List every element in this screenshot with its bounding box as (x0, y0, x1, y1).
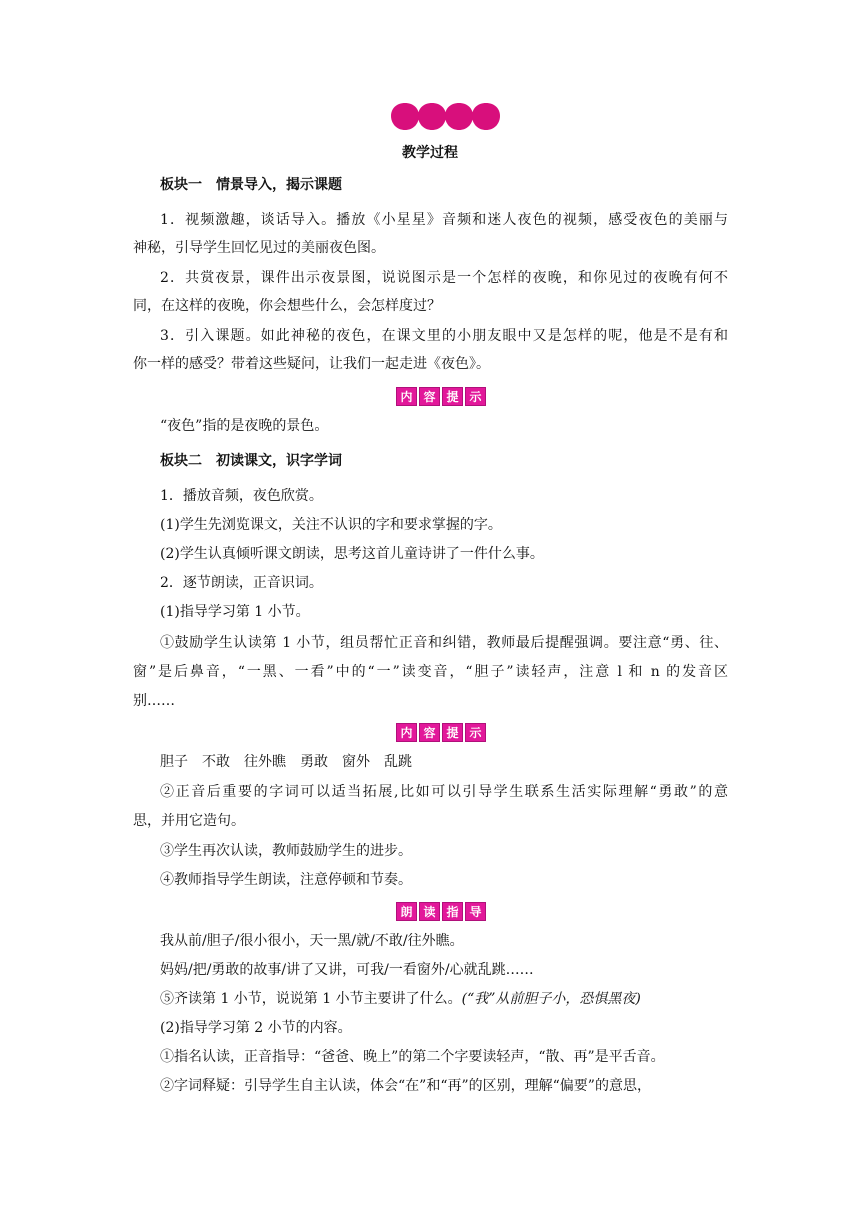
paragraph-line: ①指名认读，正音指导：“爸爸、晚上”的第二个字要读轻声，“散、再”是平舌音。 (160, 1049, 665, 1065)
reading-line: 妈妈/把/勇敢的故事/讲了又讲，可我/一看窗外/心就乱跳…… (160, 962, 534, 978)
decorative-circles-icon (391, 103, 501, 131)
reading-guide-label (396, 902, 486, 921)
paragraph-line: 1．视频激趣，谈话导入。播放《小星星》音频和迷人夜色的视频，感受夜色的美丽与 (160, 212, 728, 228)
tag-char: 导 (465, 902, 486, 921)
tag-char: 内 (396, 723, 417, 742)
page-heading: 教学过程 (402, 145, 458, 161)
reading-line: 我从前/胆子/很小很小，天一黑/就/不敢/往外瞧。 (160, 933, 464, 949)
vocabulary-list: 胆子 不敢 往外瞧 勇敢 窗外 乱跳 (160, 754, 412, 770)
tag-char: 朗 (396, 902, 417, 921)
paragraph-line: ④教师指导学生朗读，注意停顿和节奏。 (160, 872, 412, 888)
tag-char: 容 (419, 723, 440, 742)
paragraph-line: 窗”是后鼻音，“一黑、一看”中的“一”读变音，“胆子”读轻声，注意 l 和 n 的发音区 (133, 664, 728, 680)
paragraph-line: (2)学生认真倾听课文朗读，思考这首儿童诗讲了一件什么事。 (160, 546, 544, 562)
paragraph-line (160, 989, 641, 1009)
content-tip-label (396, 723, 486, 742)
paragraph-line: 同，在这样的夜晚，你会想些什么，会怎样度过？ (133, 298, 441, 314)
paragraph-line: ②字词释疑：引导学生自主认读，体会“在”和“再”的区别，理解“偏要”的意思， (160, 1078, 651, 1094)
paragraph-line: ②正音后重要的字词可以适当拓展,比如可以引导学生联系生活实际理解“勇敢”的意 (160, 784, 728, 800)
section-title-1: 板块一 情景导入，揭示课题 (160, 177, 342, 193)
paragraph-line: ③学生再次认读，教师鼓励学生的进步。 (160, 843, 412, 859)
paragraph-line: (1)指导学习第 1 小节。 (160, 604, 310, 620)
paragraph-line: (2)指导学习第 2 小节的内容。 (160, 1020, 352, 1036)
tag-char: 容 (419, 387, 440, 406)
paragraph-line: 你一样的感受？带着这些疑问，让我们一起走进《夜色》。 (133, 356, 490, 372)
section-title-2: 板块二 初读课文，识字学词 (160, 453, 342, 469)
tag-char: 提 (442, 387, 463, 406)
answer-note: (“我”从前胆子小，恐惧黑夜) (461, 991, 641, 1007)
paragraph-line: 3．引入课题。如此神秘的夜色，在课文里的小朋友眼中又是怎样的呢，他是不是有和 (160, 328, 728, 344)
tag-char: 读 (419, 902, 440, 921)
tag-char: 示 (465, 723, 486, 742)
tag-char: 示 (465, 387, 486, 406)
paragraph-line: 思，并用它造句。 (133, 813, 245, 829)
paragraph-line: ①鼓励学生认读第 1 小节，组员帮忙正音和纠错，教师最后提醒强调。要注意“勇、往、 (160, 635, 728, 651)
paragraph-line: (1)学生先浏览课文，关注不认识的字和要求掌握的字。 (160, 517, 502, 533)
paragraph-line: 2．逐节朗读，正音识词。 (160, 575, 323, 591)
tag-char: 提 (442, 723, 463, 742)
paragraph-line: 神秘，引导学生回忆见过的美丽夜色图。 (133, 240, 385, 256)
content-tip-label (396, 387, 486, 406)
tag-char: 内 (396, 387, 417, 406)
paragraph-line: 别…… (133, 693, 175, 709)
tag-char: 指 (442, 902, 463, 921)
paragraph-line: 2．共赏夜景，课件出示夜景图，说说图示是一个怎样的夜晚，和你见过的夜晚有何不 (160, 270, 728, 286)
paragraph-text: ⑤齐读第 1 小节，说说第 1 小节主要讲了什么。 (160, 991, 462, 1007)
tip-text: “夜色”指的是夜晚的景色。 (160, 418, 329, 434)
paragraph-line: 1．播放音频，夜色欣赏。 (160, 488, 323, 504)
